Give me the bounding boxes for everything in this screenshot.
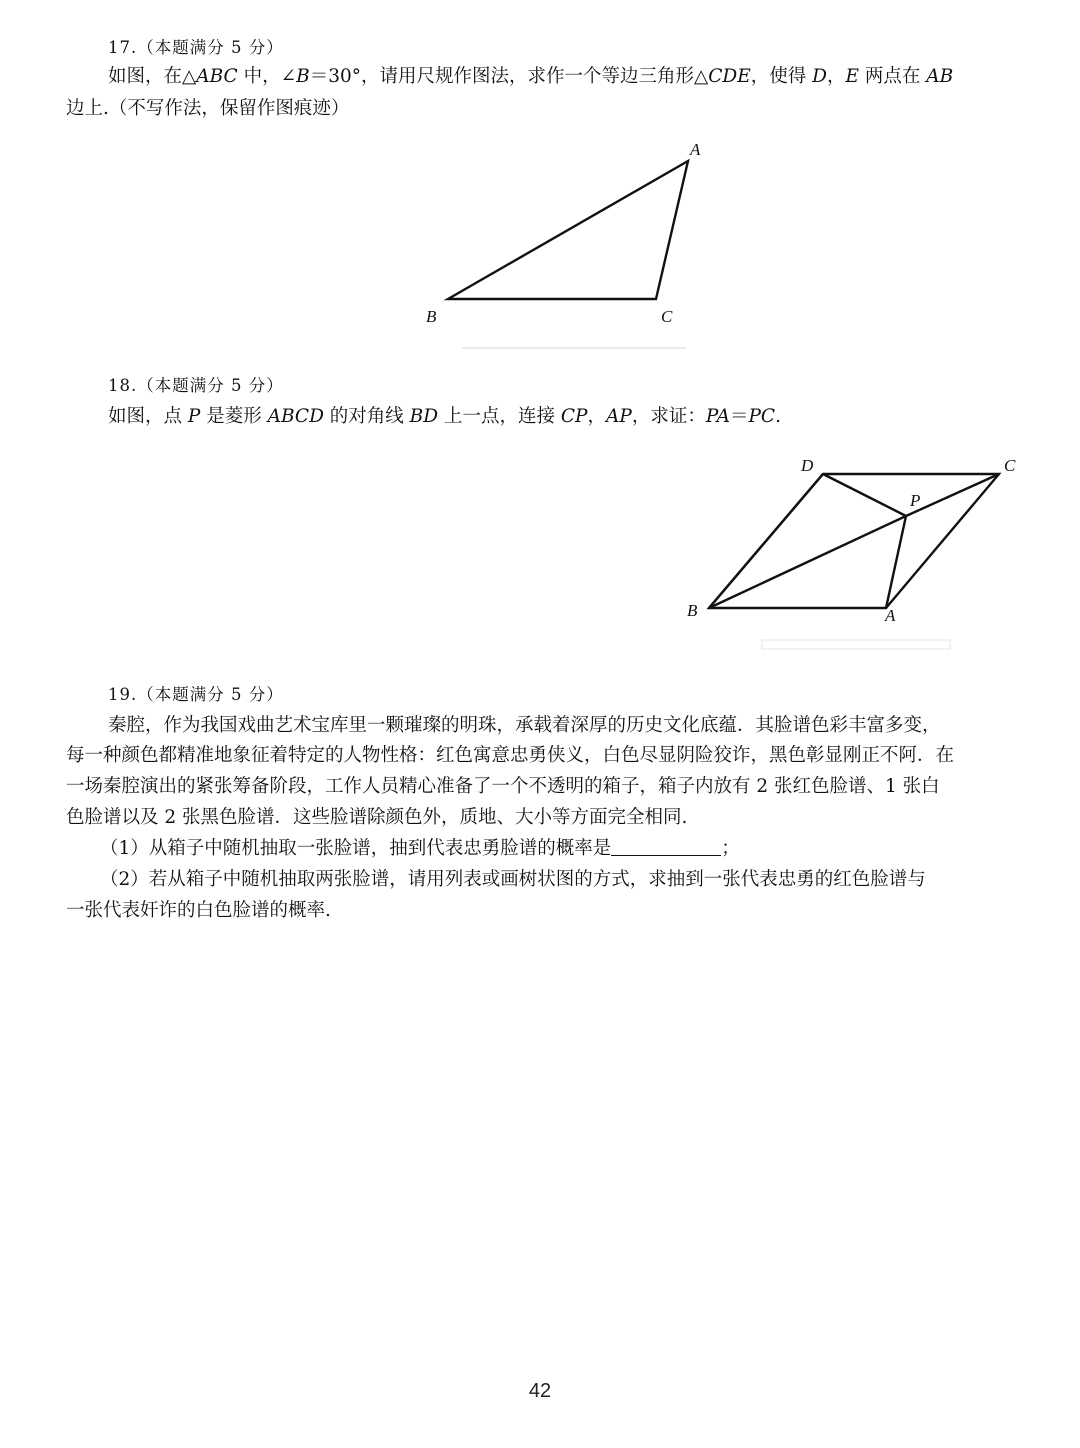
q17-line1-k: 两点在 [859, 66, 927, 87]
q18-label-c: C [1004, 456, 1016, 475]
q17-label-a: A [690, 140, 701, 159]
q18-label-a: A [885, 606, 896, 625]
q18-diagonal-bd: BD [409, 406, 439, 427]
q18-diagonal-bd-shape [709, 474, 823, 608]
q18-label-p: P [910, 491, 921, 510]
q19-para-line1: 秦腔，作为我国戏曲艺术宝库里一颗璀璨的明珠，承载着深厚的历史文化底蕴．其脸谱色彩丰富多变， [108, 715, 941, 736]
q18-line1-e: 的对角线 [323, 406, 410, 427]
q17-label-c: C [661, 307, 673, 326]
q19-para-line2: 每一种颜色都精准地象征着特定的人物性格：红色寓意忠勇侠义，白色尽显阴险狡诈，黑色彰显刚正不阿．在 [66, 745, 955, 766]
q19-sub1 [100, 836, 740, 862]
q18-pa: PA [705, 406, 730, 427]
q18-pc: PC [748, 406, 776, 427]
q17-angle-b: B [296, 66, 310, 87]
q18-line1-k: ，求证： [631, 406, 706, 427]
q18-label-d: D [801, 456, 814, 475]
q18-segment-cp: CP [560, 406, 588, 427]
q19-para-line3: 一场秦腔演出的紧张筹备阶段，工作人员精心准备了一个不透明的箱子，箱子内放有 2 张红色脸谱、1 张白 [66, 776, 940, 797]
q17-point-d: D [812, 66, 827, 87]
q18-segment-ap: AP [606, 406, 632, 427]
q17-segment-ab: AB [926, 66, 954, 87]
q17-line1-i: ， [826, 66, 846, 87]
q17-header: 17.（本题满分 5 分） [108, 38, 284, 57]
q19-header: 19.（本题满分 5 分） [108, 685, 284, 704]
q18-point-p: P [187, 406, 201, 427]
q19-answer-blank[interactable] [611, 837, 721, 856]
q17-line1-a: 如图，在△ [108, 66, 197, 87]
page-number: 42 [528, 1380, 552, 1402]
q18-header: 18.（本题满分 5 分） [108, 376, 284, 395]
q17-label-b: B [426, 307, 437, 326]
q19-sub2-line1: （2）若从箱子中随机抽取两张脸谱，请用列表或画树状图的方式，求抽到一张代表忠勇的红色脸谱与 [100, 869, 926, 890]
q19-sub2-line2: 一张代表奸诈的白色脸谱的概率. [66, 900, 331, 921]
q17-point-e: E [845, 66, 859, 87]
q18-line1-c: 是菱形 [200, 406, 268, 427]
q18-line1-g: 上一点，连接 [438, 406, 561, 427]
q18-label-b: B [687, 601, 698, 620]
q18-period: . [775, 406, 781, 427]
q18-segment-dp-bp [709, 516, 906, 608]
q17-line1-e: ＝30°，请用尺规作图法，求作一个等边三角形△ [309, 66, 709, 87]
q17-line2: 边上.（不写作法，保留作图痕迹） [66, 98, 350, 119]
q17-line1-g: ，使得 [750, 66, 813, 87]
q18-segment-ap-shape [886, 516, 906, 608]
q18-line1-a: 如图，点 [108, 406, 188, 427]
q19-sub1-text: （1）从箱子中随机抽取一张脸谱，抽到代表忠勇脸谱的概率是 [100, 838, 612, 859]
q18-segment-dp [823, 474, 906, 516]
q19-para-line4: 色脸谱以及 2 张黑色脸谱．这些脸谱除颜色外，质地、大小等方面完全相同. [66, 807, 688, 828]
q17-triangle-abc: ABC [196, 66, 238, 87]
q18-equals: ＝ [729, 406, 749, 427]
q18-faint-box [762, 640, 950, 649]
q17-triangle-cde: CDE [708, 66, 751, 87]
q19-sub1-suffix: ； [721, 838, 740, 859]
q18-line1-i: ， [587, 406, 606, 427]
q18-rhombus-abcd: ABCD [267, 406, 324, 427]
q17-line1-c: 中，∠ [237, 66, 297, 87]
